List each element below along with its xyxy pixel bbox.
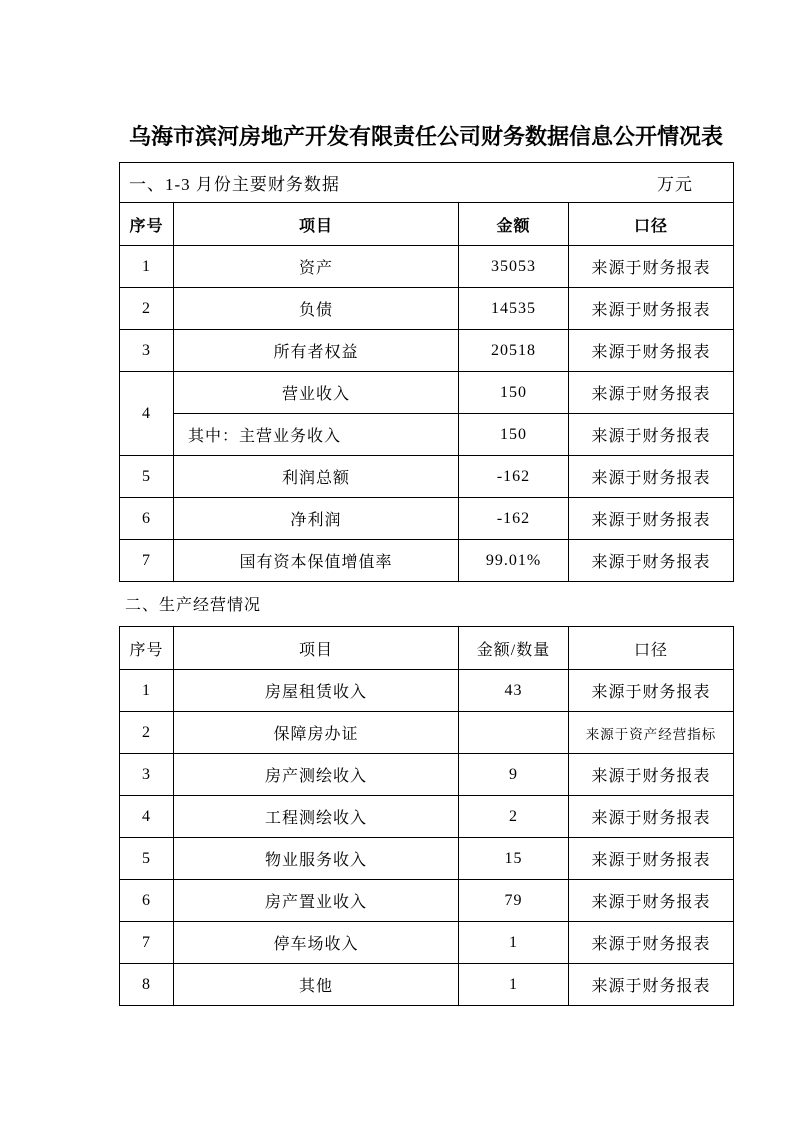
table2-row-other	[120, 964, 734, 1006]
row-no-cell: 7	[120, 540, 174, 582]
table2-row-affordable-housing-cert	[120, 712, 734, 754]
item-cell: 净利润	[174, 498, 459, 540]
caliber-cell: 来源于资产经营指标	[569, 712, 734, 754]
table1-row-assets	[120, 246, 734, 288]
section1-heading: 一、1-3 月份主要财务数据	[129, 175, 340, 194]
table1-row-capital-preservation-rate	[120, 540, 734, 582]
caliber-cell: 来源于财务报表	[569, 246, 734, 288]
table2-col-header-no: 序号	[120, 627, 174, 670]
table1-row-main-business-revenue	[120, 414, 734, 456]
item-cell: 工程测绘收入	[174, 796, 459, 838]
table1-row-operating-revenue	[120, 372, 734, 414]
item-cell: 其他	[174, 964, 459, 1006]
amount-cell: 20518	[459, 330, 569, 372]
amount-cell: 35053	[459, 246, 569, 288]
table2-col-header-amount: 金额/数量	[459, 627, 569, 670]
amount-cell: 2	[459, 796, 569, 838]
item-cell: 负债	[174, 288, 459, 330]
item-cell: 国有资本保值增值率	[174, 540, 459, 582]
table1-header-row	[120, 203, 734, 246]
table2-row-housing-rental	[120, 670, 734, 712]
row-no-cell: 8	[120, 964, 174, 1006]
table1-row-net-profit	[120, 498, 734, 540]
row-no-cell: 7	[120, 922, 174, 964]
row-no-cell: 5	[120, 456, 174, 498]
operations-table	[119, 626, 734, 1006]
table2-row-property-surveying	[120, 754, 734, 796]
caliber-cell: 来源于财务报表	[569, 330, 734, 372]
caliber-cell: 来源于财务报表	[569, 540, 734, 582]
row-no-cell: 1	[120, 246, 174, 288]
caliber-cell: 来源于财务报表	[569, 796, 734, 838]
caliber-cell: 来源于财务报表	[569, 670, 734, 712]
section2-heading: 二、生产经营情况	[125, 597, 262, 614]
amount-cell: 43	[459, 670, 569, 712]
table2-row-real-estate-sales	[120, 880, 734, 922]
caliber-cell: 来源于财务报表	[569, 880, 734, 922]
row-no-cell: 6	[120, 498, 174, 540]
row-no-cell: 2	[120, 712, 174, 754]
row-no-cell: 3	[120, 330, 174, 372]
item-cell: 房产测绘收入	[174, 754, 459, 796]
document-content	[119, 0, 733, 1006]
item-cell: 保障房办证	[174, 712, 459, 754]
caliber-cell: 来源于财务报表	[569, 372, 734, 414]
table2-row-engineering-surveying	[120, 796, 734, 838]
table1-row-total-profit	[120, 456, 734, 498]
caliber-cell: 来源于财务报表	[569, 964, 734, 1006]
row-no-cell: 2	[120, 288, 174, 330]
section1-header-cell	[120, 163, 734, 203]
caliber-cell: 来源于财务报表	[569, 498, 734, 540]
amount-cell: 9	[459, 754, 569, 796]
amount-cell: 99.01%	[459, 540, 569, 582]
amount-cell: 14535	[459, 288, 569, 330]
caliber-cell: 来源于财务报表	[569, 414, 734, 456]
section1-header-flex	[120, 170, 733, 195]
item-cell: 资产	[174, 246, 459, 288]
table2-col-header-item: 项目	[174, 627, 459, 670]
table1-row-liabilities	[120, 288, 734, 330]
item-cell: 利润总额	[174, 456, 459, 498]
amount-cell: 150	[459, 414, 569, 456]
item-cell: 房产置业收入	[174, 880, 459, 922]
item-cell: 房屋租赁收入	[174, 670, 459, 712]
table2-row-parking-lot	[120, 922, 734, 964]
amount-cell: 1	[459, 922, 569, 964]
amount-cell: 15	[459, 838, 569, 880]
caliber-cell: 来源于财务报表	[569, 288, 734, 330]
table1-row-owner-equity	[120, 330, 734, 372]
document-title: 乌海市滨河房地产开发有限责任公司财务数据信息公开情况表	[128, 124, 723, 149]
item-cell: 所有者权益	[174, 330, 459, 372]
caliber-cell: 来源于财务报表	[569, 456, 734, 498]
table2-header-row	[120, 627, 734, 670]
item-cell: 停车场收入	[174, 922, 459, 964]
row-no-cell: 1	[120, 670, 174, 712]
table1-col-header-item: 项目	[174, 203, 459, 246]
caliber-cell: 来源于财务报表	[569, 838, 734, 880]
amount-cell: -162	[459, 456, 569, 498]
row-no-cell-merged: 4	[120, 372, 174, 456]
amount-cell: 79	[459, 880, 569, 922]
amount-cell: 1	[459, 964, 569, 1006]
item-cell: 物业服务收入	[174, 838, 459, 880]
row-no-cell: 5	[120, 838, 174, 880]
financial-data-table	[119, 162, 734, 582]
table1-col-header-no: 序号	[120, 203, 174, 246]
amount-cell: 150	[459, 372, 569, 414]
row-no-cell: 4	[120, 796, 174, 838]
item-cell: 营业收入	[174, 372, 459, 414]
caliber-cell: 来源于财务报表	[569, 754, 734, 796]
row-no-cell: 3	[120, 754, 174, 796]
item-cell: 其中：主营业务收入	[174, 414, 459, 456]
table2-row-property-services	[120, 838, 734, 880]
row-no-cell: 6	[120, 880, 174, 922]
amount-cell	[459, 712, 569, 754]
caliber-cell: 来源于财务报表	[569, 922, 734, 964]
amount-cell: -162	[459, 498, 569, 540]
section1-header-row	[120, 163, 734, 203]
table1-col-header-caliber: 口径	[569, 203, 734, 246]
table2-col-header-caliber: 口径	[569, 627, 734, 670]
section1-unit-label: 万元	[657, 175, 694, 194]
table1-col-header-amount: 金额	[459, 203, 569, 246]
